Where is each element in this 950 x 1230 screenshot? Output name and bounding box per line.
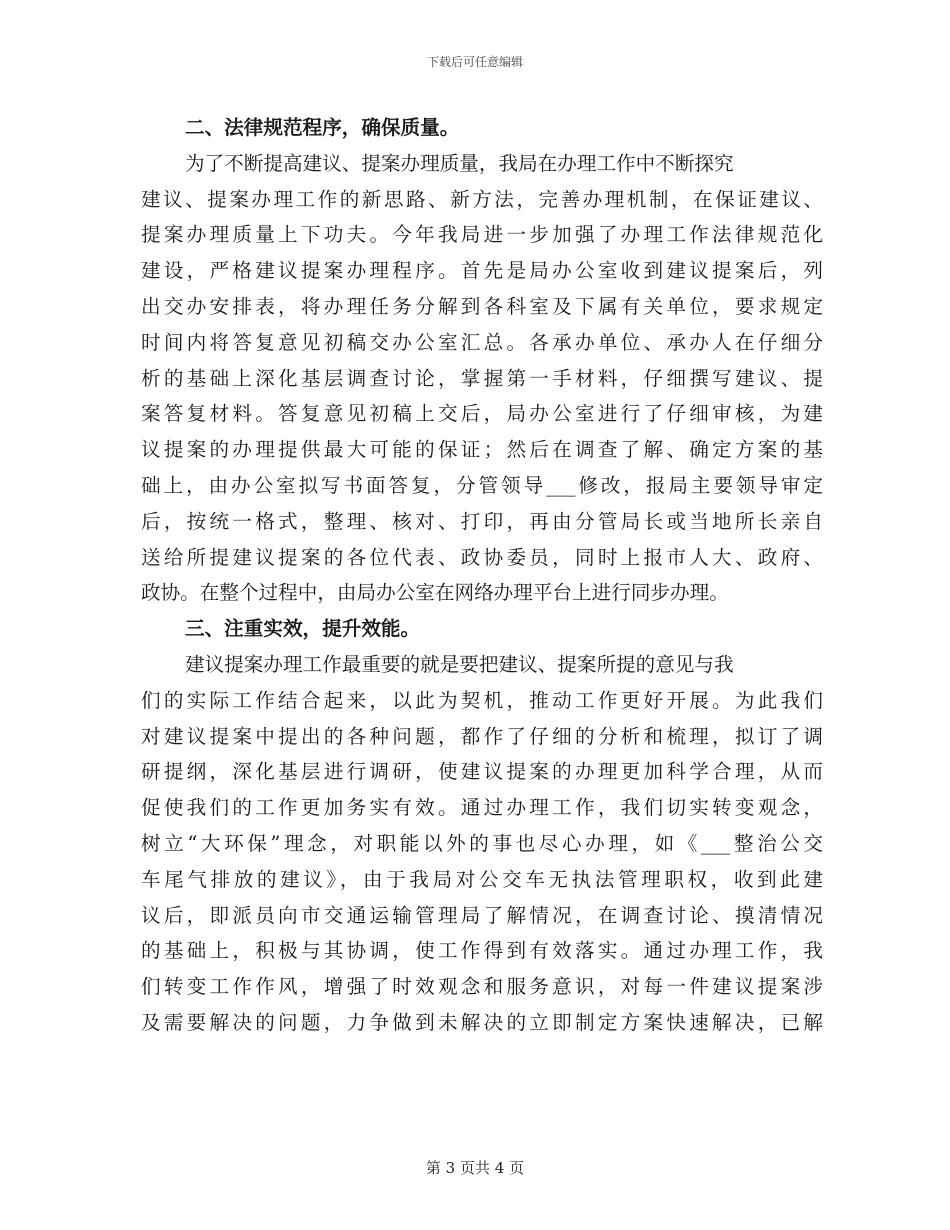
paragraph-line: 树立“大环保”理念，对职能以外的事也尽心办理，如《___整治公交 xyxy=(141,831,823,855)
paragraph-line: 政协。在整个过程中，由局办公室在网络办理平台上进行同步办理。 xyxy=(141,581,729,605)
paragraph-line: 建议提案办理工作最重要的就是要把建议、提案所提的意见与我 xyxy=(185,652,734,676)
paragraph-line: 促使我们的工作更加务实有效。通过办理工作，我们切实转变观念， xyxy=(141,796,823,820)
paragraph-line: 建议、提案办理工作的新思路、新方法，完善办理机制，在保证建议、 xyxy=(141,187,823,211)
paragraph-line: 提案办理质量上下功夫。今年我局进一步加强了办理工作法律规范化 xyxy=(141,223,823,247)
paragraph-line: 研提纲，深化基层进行调研，使建议提案的办理更加科学合理，从而 xyxy=(141,760,823,784)
paragraph-line: 议后，即派员向市交通运输管理局了解情况，在调查讨论、摸清情况 xyxy=(141,903,823,927)
section-heading-3: 三、注重实效，提升效能。 xyxy=(185,617,421,641)
page-number: 第 3 页共 4 页 xyxy=(425,1159,525,1177)
paragraph-line: 为了不断提高建议、提案办理质量，我局在办理工作中不断探究 xyxy=(185,151,734,175)
paragraph-line: 及需要解决的问题，力争做到未解决的立即制定方案快速解决，已解 xyxy=(141,1010,823,1034)
document-body xyxy=(141,110,823,1041)
paragraph-line: 析的基础上深化基层调查讨论，掌握第一手材料，仔细撰写建议、提 xyxy=(141,366,823,390)
paragraph-line: 们转变工作作风，增强了时效观念和服务意识，对每一件建议提案涉 xyxy=(141,975,823,999)
paragraph-line: 础上，由办公室拟写书面答复，分管领导___修改，报局主要领导审定 xyxy=(141,473,823,497)
page-header-note: 下载后可任意编辑 xyxy=(426,55,523,69)
paragraph-line: 案答复材料。答复意见初稿上交后，局办公室进行了仔细审核，为建 xyxy=(141,402,823,426)
paragraph-line: 出交办安排表，将办理任务分解到各科室及下属有关单位，要求规定 xyxy=(141,294,823,318)
section-heading-2: 二、法律规范程序，确保质量。 xyxy=(185,116,460,139)
paragraph-line: 车尾气排放的建议》，由于我局对公交车无执法管理职权，收到此建 xyxy=(141,867,823,891)
paragraph-line: 的基础上，积极与其协调，使工作得到有效落实。通过办理工作，我 xyxy=(141,939,823,963)
paragraph-line: 时间内将答复意见初稿交办公室汇总。各承办单位、承办人在仔细分 xyxy=(141,330,823,354)
paragraph-line: 后，按统一格式，整理、核对、打印，再由分管局长或当地所长亲自 xyxy=(141,509,823,533)
paragraph-line: 建设，严格建议提案办理程序。首先是局办公室收到建议提案后，列 xyxy=(141,259,823,283)
paragraph-line: 送给所提建议提案的各位代表、政协委员，同时上报市人大、政府、 xyxy=(141,545,823,569)
paragraph-line: 对建议提案中提出的各种问题，都作了仔细的分析和梳理，拟订了调 xyxy=(141,724,823,748)
paragraph-line: 议提案的办理提供最大可能的保证；然后在调查了解、确定方案的基 xyxy=(141,438,823,462)
paragraph-line: 们的实际工作结合起来，以此为契机，推动工作更好开展。为此我们 xyxy=(141,688,823,712)
